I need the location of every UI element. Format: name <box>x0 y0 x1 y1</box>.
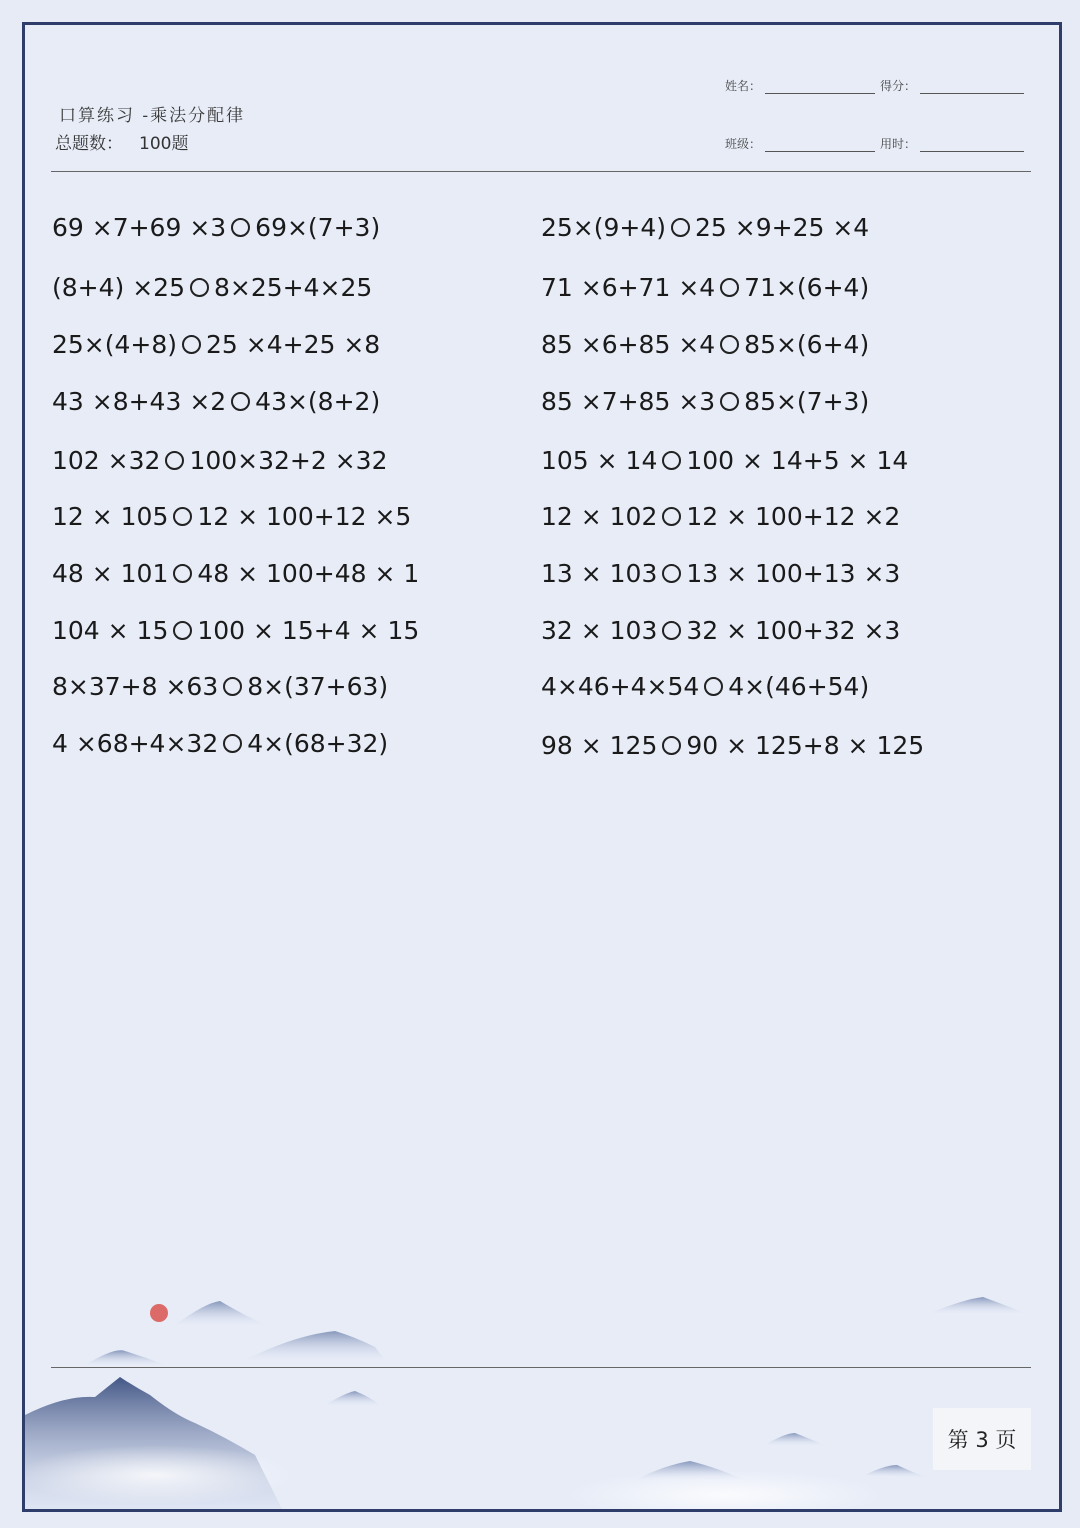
score-label: 得分： <box>880 79 917 93</box>
class-field <box>725 135 875 152</box>
compare-circle[interactable] <box>190 278 209 297</box>
problem-lhs: 69 ×7+69 ×3 <box>52 213 227 242</box>
problem-lhs: 4×46+4×54 <box>541 672 700 701</box>
problem-item <box>52 273 372 302</box>
problem-lhs: 48 × 101 <box>52 559 169 588</box>
name-label: 姓名： <box>725 79 762 93</box>
hill-shape <box>930 1297 1025 1313</box>
class-label: 班级： <box>725 137 762 151</box>
problem-lhs: 105 × 14 <box>541 446 658 475</box>
compare-circle[interactable] <box>223 734 242 753</box>
problem-item <box>541 731 924 760</box>
problem-item <box>541 387 869 416</box>
compare-circle[interactable] <box>662 451 681 470</box>
compare-circle[interactable] <box>704 677 723 696</box>
page-number: 第 3 页 <box>933 1408 1031 1470</box>
problem-item <box>52 616 419 645</box>
question-count-value: 100题 <box>139 134 189 154</box>
problem-item <box>52 672 388 701</box>
compare-circle[interactable] <box>662 736 681 755</box>
problem-lhs: 12 × 102 <box>541 502 658 531</box>
problem-item <box>52 729 388 758</box>
worksheet-page <box>22 22 1062 1512</box>
compare-circle[interactable] <box>662 507 681 526</box>
problem-rhs: 100×32+2 ×32 <box>189 446 388 475</box>
problem-rhs: 8×25+4×25 <box>213 273 373 302</box>
problem-item <box>541 559 900 588</box>
landscape-illustration <box>25 25 1062 1512</box>
compare-circle[interactable] <box>720 335 739 354</box>
compare-circle[interactable] <box>720 278 739 297</box>
problem-item <box>52 446 387 475</box>
problem-rhs: 69×(7+3) <box>255 213 381 242</box>
problem-item <box>52 213 380 242</box>
problem-lhs: 32 × 103 <box>541 616 658 645</box>
compare-circle[interactable] <box>173 564 192 583</box>
problem-lhs: (8+4) ×25 <box>52 273 185 302</box>
compare-circle[interactable] <box>173 507 192 526</box>
class-line[interactable] <box>765 137 875 152</box>
problem-item <box>52 387 380 416</box>
problem-item <box>541 502 900 531</box>
compare-circle[interactable] <box>182 335 201 354</box>
compare-circle[interactable] <box>720 392 739 411</box>
hill-shape <box>175 1301 265 1325</box>
problem-lhs: 85 ×6+85 ×4 <box>541 330 716 359</box>
mist-shape <box>25 1445 295 1505</box>
problem-rhs: 71×(6+4) <box>744 273 870 302</box>
compare-circle[interactable] <box>671 218 690 237</box>
mist-shape <box>565 1470 885 1512</box>
problem-item <box>541 213 869 242</box>
footer-divider <box>51 1367 1031 1368</box>
question-count <box>55 129 188 154</box>
problem-lhs: 71 ×6+71 ×4 <box>541 273 716 302</box>
hill-shape <box>865 1465 925 1477</box>
hill-shape <box>245 1331 385 1360</box>
problem-lhs: 25×(9+4) <box>541 213 667 242</box>
worksheet-title: 口算练习 -乘法分配律 <box>59 106 246 126</box>
problem-lhs: 98 × 125 <box>541 731 658 760</box>
time-field <box>880 135 1024 152</box>
problem-rhs: 85×(6+4) <box>744 330 870 359</box>
problem-rhs: 90 × 125+8 × 125 <box>686 731 925 760</box>
problem-item <box>52 330 380 359</box>
problem-lhs: 13 × 103 <box>541 559 658 588</box>
hill-shape <box>325 1391 380 1405</box>
hill-shape <box>765 1433 825 1445</box>
problem-lhs: 104 × 15 <box>52 616 169 645</box>
problem-item <box>52 502 411 531</box>
question-count-label: 总题数： <box>55 134 123 154</box>
problem-lhs: 8×37+8 ×63 <box>52 672 219 701</box>
compare-circle[interactable] <box>231 392 250 411</box>
problem-rhs: 43×(8+2) <box>255 387 381 416</box>
problem-rhs: 4×(46+54) <box>728 672 870 701</box>
compare-circle[interactable] <box>165 451 184 470</box>
compare-circle[interactable] <box>662 621 681 640</box>
problem-rhs: 12 × 100+12 ×5 <box>197 502 412 531</box>
red-sun-icon <box>150 1304 168 1322</box>
score-line[interactable] <box>920 79 1024 94</box>
problem-item <box>52 559 419 588</box>
score-field <box>880 77 1024 94</box>
name-field <box>725 77 875 94</box>
problem-rhs: 8×(37+63) <box>247 672 389 701</box>
problem-rhs: 100 × 15+4 × 15 <box>197 616 420 645</box>
problem-lhs: 85 ×7+85 ×3 <box>541 387 716 416</box>
problem-lhs: 43 ×8+43 ×2 <box>52 387 227 416</box>
problem-item <box>541 616 900 645</box>
problem-rhs: 25 ×4+25 ×8 <box>206 330 381 359</box>
time-line[interactable] <box>920 137 1024 152</box>
problem-item <box>541 446 908 475</box>
name-line[interactable] <box>765 79 875 94</box>
problem-lhs: 102 ×32 <box>52 446 161 475</box>
header-divider <box>51 171 1031 172</box>
problem-rhs: 85×(7+3) <box>744 387 870 416</box>
problem-rhs: 12 × 100+12 ×2 <box>686 502 901 531</box>
problem-rhs: 32 × 100+32 ×3 <box>686 616 901 645</box>
problem-rhs: 25 ×9+25 ×4 <box>695 213 870 242</box>
problem-rhs: 48 × 100+48 × 1 <box>197 559 420 588</box>
problem-item <box>541 330 869 359</box>
hill-shape <box>85 1350 165 1365</box>
compare-circle[interactable] <box>662 564 681 583</box>
compare-circle[interactable] <box>173 621 192 640</box>
problem-lhs: 25×(4+8) <box>52 330 178 359</box>
problem-rhs: 4×(68+32) <box>247 729 389 758</box>
problem-item <box>541 273 869 302</box>
compare-circle[interactable] <box>223 677 242 696</box>
time-label: 用时： <box>880 137 917 151</box>
problem-lhs: 12 × 105 <box>52 502 169 531</box>
problem-lhs: 4 ×68+4×32 <box>52 729 219 758</box>
problem-rhs: 13 × 100+13 ×3 <box>686 559 901 588</box>
problem-rhs: 100 × 14+5 × 14 <box>686 446 909 475</box>
compare-circle[interactable] <box>231 218 250 237</box>
problem-item <box>541 672 869 701</box>
